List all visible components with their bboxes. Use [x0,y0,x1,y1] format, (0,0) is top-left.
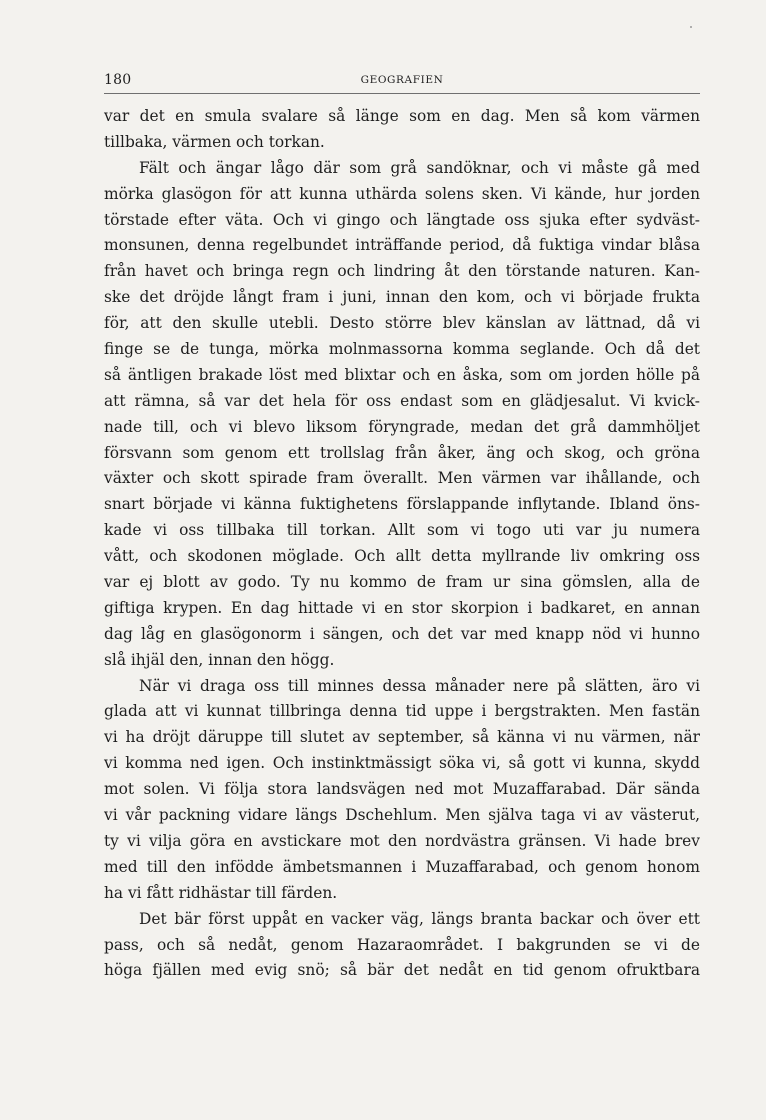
text-line: för, att den skulle utebli. Desto större blev känslan av lättnad, då vi [104,314,700,333]
text-line: ske det dröjde långt fram i juni, innan den kom, och vi började frukta [104,288,700,307]
text-line: slå ihjäl den, innan den högg. [104,650,335,669]
header-rule [104,93,700,94]
running-title: GEOGRAFIEN [360,74,444,86]
text-line: giftiga krypen. En dag hittade vi en stor skorpion i badkaret, en annan [104,598,700,617]
text-line: nade till, och vi blevo liksom föryngrade, medan det grå dammhöljet [104,417,700,436]
text-line: var ej blott av godo. Ty nu kommo de fram ur sina gömslen, alla de [104,573,700,592]
text-line: När vi draga oss till minnes dessa månader nere på slätten, äro vi [139,676,700,695]
text-line: finge se de tunga, mörka molnmassorna komma seglande. Och då det [104,340,700,359]
text-line: tillbaka, värmen och torkan. [104,132,325,151]
body-text [104,104,700,984]
paper-speck [690,26,692,28]
text-line: höga fjällen med evig snö; så bär det nedåt en tid genom ofruktbara [104,961,700,980]
text-line: monsunen, denna regelbundet inträffande period, då fuktiga vindar blåsa [104,236,700,255]
text-line: ty vi vilja göra en avstickare mot den nordvästra gränsen. Vi hade brev [104,831,700,850]
text-line: att rämna, så var det hela för oss endast som en glädjesalut. Vi kvick- [104,391,700,410]
text-line: dag låg en glasögonorm i sängen, och det var med knapp nöd vi hunno [104,624,700,643]
text-line: från havet och bringa regn och lindring åt den törstande naturen. Kan- [104,262,700,281]
text-line: snart började vi känna fuktighetens förslappande inflytande. Ibland öns- [104,495,700,514]
text-line: vi ha dröjt däruppe till slutet av september, så känna vi nu värmen, när [104,728,700,747]
text-line: försvann som genom ett trollslag från åker, äng och skog, och gröna [104,443,700,462]
text-line: Fält och ängar lågo där som grå sandöknar, och vi måste gå med [139,158,700,177]
text-line: glada att vi kunnat tillbringa denna tid uppe i bergstrakten. Men fastän [104,702,700,721]
text-line: vi vår packning vidare längs Dschehlum. Men själva taga vi av västerut, [104,806,700,825]
text-line: mot solen. Vi följa stora landsvägen ned mot Muzaffarabad. Där sända [104,780,700,799]
text-line: vi komma ned igen. Och instinktmässigt söka vi, så gott vi kunna, skydd [104,754,700,773]
page-number: 180 [104,72,132,88]
text-line: ha vi fått ridhästar till färden. [104,883,338,902]
running-head [104,72,700,92]
text-line: mörka glasögon för att kunna uthärda solens sken. Vi kände, hur jorden [104,184,700,203]
text-line: så äntligen brakade löst med blixtar och en åska, som om jorden hölle på [104,365,700,384]
text-line: kade vi oss tillbaka till torkan. Allt som vi togo uti var ju numera [104,521,700,540]
text-line: Det bär först uppåt en vacker väg, längs branta backar och över ett [139,909,700,928]
text-line: pass, och så nedåt, genom Hazaraområdet. I bakgrunden se vi de [104,935,700,954]
text-line: växter och skott spirade fram överallt. Men värmen var ihållande, och [104,469,700,488]
text-line: vått, och skodonen möglade. Och allt detta myllrande liv omkring oss [104,547,700,566]
text-line: var det en smula svalare så länge som en dag. Men så kom värmen [104,107,700,125]
text-line: törstade efter väta. Och vi gingo och längtade oss sjuka efter sydväst- [104,210,700,229]
text-line: med till den infödde ämbetsmannen i Muzaffarabad, och genom honom [104,857,700,876]
